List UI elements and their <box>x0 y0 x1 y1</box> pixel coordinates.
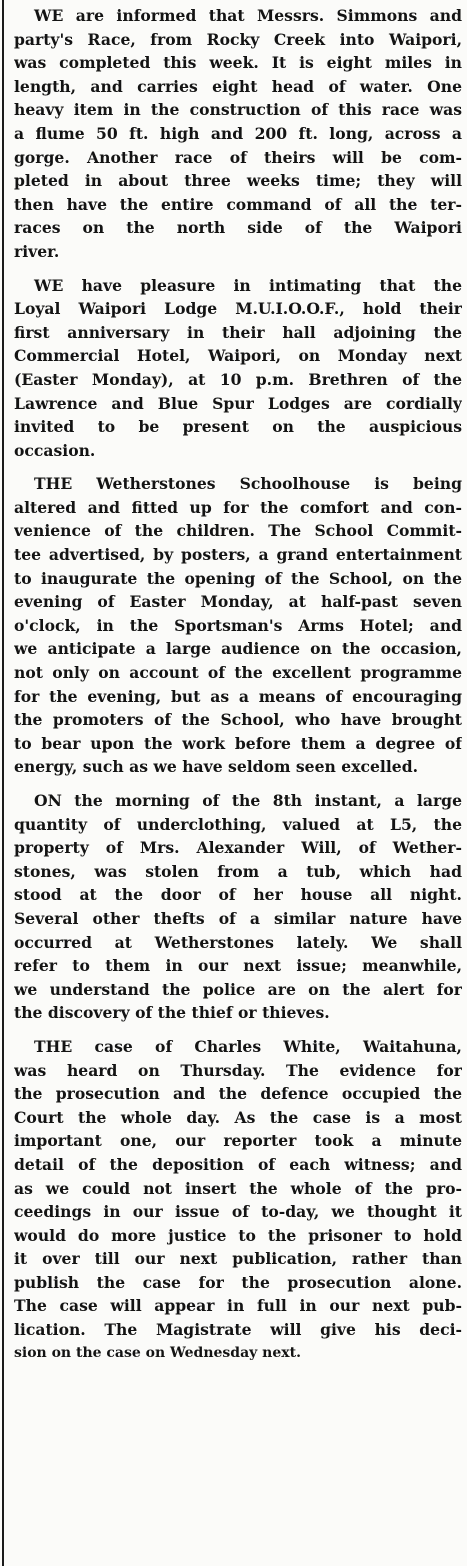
news-paragraph <box>14 1035 462 1365</box>
text-line: pleted in about three weeks time; they will <box>14 171 462 191</box>
text-line: the promoters of the School, who have brought <box>14 710 462 730</box>
text-line: was completed this week. It is eight miles in <box>14 53 462 73</box>
text-line: WE have pleasure in intimating that the <box>34 275 462 295</box>
text-line: publish the case for the prosecution alone. <box>14 1272 462 1292</box>
column-rule <box>2 0 4 1566</box>
news-column <box>14 4 462 1375</box>
text-line: Commercial Hotel, Waipori, on Monday next <box>14 346 462 366</box>
text-line: The case will appear in full in our next pub- <box>14 1296 462 1316</box>
text-line: first anniversary in their hall adjoining the <box>14 322 462 342</box>
text-line: lication. The Magistrate will give his deci- <box>14 1320 462 1340</box>
text-line: invited to be present on the auspicious <box>14 417 462 437</box>
text-line: not only on account of the excellent programme <box>14 663 462 683</box>
text-line: o'clock, in the Sportsman's Arms Hotel; and <box>14 615 462 635</box>
text-line: detail of the deposition of each witness; and <box>14 1154 462 1174</box>
text-line: ceedings in our issue of to-day, we thought it <box>14 1202 462 1222</box>
text-line: tee advertised, by posters, a grand entertainment <box>14 545 462 565</box>
text-line: occurred at Wetherstones lately. We shall <box>14 932 462 952</box>
text-line: stones, was stolen from a tub, which had <box>14 861 462 881</box>
text-line: it over till our next publication, rather than <box>14 1249 462 1269</box>
text-line: sion on the case on Wednesday next. <box>14 1344 301 1361</box>
text-line: Several other thefts of a similar nature have <box>14 908 462 928</box>
news-paragraph <box>14 4 462 264</box>
text-line: the discovery of the thief or thieves. <box>14 1003 330 1023</box>
text-line: Court the whole day. As the case is a most <box>14 1107 462 1127</box>
text-line: Lawrence and Blue Spur Lodges are cordially <box>14 393 462 413</box>
text-line: THE Wetherstones Schoolhouse is being <box>34 474 462 494</box>
text-line: length, and carries eight head of water. One <box>14 76 462 96</box>
news-paragraph <box>14 274 462 463</box>
text-line: altered and fitted up for the comfort and con- <box>14 497 462 517</box>
text-line: a flume 50 ft. high and 200 ft. long, across a <box>14 123 462 143</box>
text-line: property of Mrs. Alexander Will, of Wether- <box>14 838 462 858</box>
text-line: for the evening, but as a means of encouraging <box>14 686 462 706</box>
text-line: WE are informed that Messrs. Simmons and <box>34 6 462 25</box>
text-line: quantity of underclothing, valued at L5, the <box>14 814 462 834</box>
text-line: gorge. Another race of theirs will be com- <box>14 147 462 167</box>
text-line: we understand the police are on the alert for <box>14 979 462 999</box>
text-line: Loyal Waipori Lodge M.U.I.O.O.F., hold their <box>14 299 462 319</box>
text-line: to bear upon the work before them a degree of <box>14 733 462 753</box>
text-line: was heard on Thursday. The evidence for <box>14 1060 462 1080</box>
text-line: (Easter Monday), at 10 p.m. Brethren of the <box>14 369 462 389</box>
text-line: stood at the door of her house all night. <box>14 885 462 905</box>
text-line: evening of Easter Monday, at half-past seven <box>14 592 462 612</box>
text-line: ON the morning of the 8th instant, a large <box>34 791 462 810</box>
text-line: then have the entire command of all the ter- <box>14 194 462 214</box>
text-line: river. <box>14 241 60 261</box>
news-paragraph <box>14 789 462 1025</box>
text-line: THE case of Charles White, Waitahuna, <box>34 1036 462 1056</box>
text-line: races on the north side of the Waipori <box>14 218 462 238</box>
text-line: occasion. <box>14 440 96 460</box>
text-line: heavy item in the construction of this race was <box>14 100 462 120</box>
text-line: we anticipate a large audience on the occasion, <box>14 639 462 659</box>
text-line: the prosecution and the defence occupied the <box>14 1084 462 1104</box>
text-line: would do more justice to the prisoner to hold <box>14 1225 462 1245</box>
news-paragraph <box>14 472 462 779</box>
text-line: refer to them in our next issue; meanwhile, <box>14 956 462 976</box>
text-line: as we could not insert the whole of the pro- <box>14 1178 462 1198</box>
text-line: to inaugurate the opening of the School, on the <box>14 568 462 588</box>
text-line: important one, our reporter took a minute <box>14 1131 462 1151</box>
text-line: party's Race, from Rocky Creek into Waipori, <box>14 29 462 49</box>
text-line: venience of the children. The School Commit- <box>14 521 462 541</box>
text-line: energy, such as we have seldom seen excelled. <box>14 757 419 777</box>
